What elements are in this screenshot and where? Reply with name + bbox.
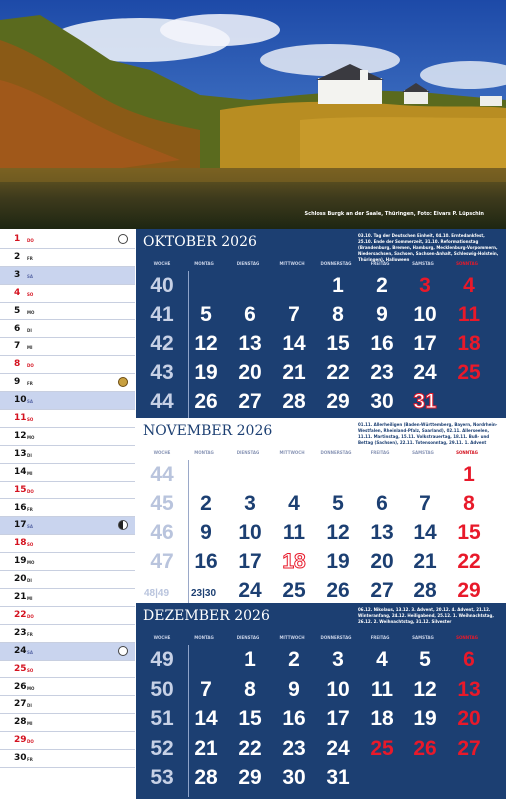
day-weekday: SO bbox=[27, 417, 34, 422]
calendar-day: 31 bbox=[413, 390, 437, 413]
calendar-day: 28 bbox=[194, 766, 218, 789]
day-weekday: SA bbox=[27, 524, 33, 530]
day-number: 9 bbox=[14, 377, 21, 388]
weekday-header: DIENSTAG bbox=[236, 635, 260, 640]
calendar-day: 26 bbox=[194, 390, 218, 413]
calendar-day: 6 bbox=[376, 492, 388, 515]
calendar-day: 7 bbox=[200, 677, 212, 701]
day-weekday: MO bbox=[27, 434, 35, 440]
weekday-header: WOCHE bbox=[153, 450, 171, 455]
day-number: 10 bbox=[14, 395, 27, 406]
day-weekday: DO bbox=[27, 613, 34, 619]
calendar-day: 13 bbox=[370, 521, 394, 544]
week-number: 47 bbox=[150, 550, 174, 573]
calendar-day: 16 bbox=[282, 707, 306, 730]
month-title: DEZEMBER 2026 bbox=[143, 608, 270, 624]
calendar-day: 14 bbox=[194, 707, 218, 730]
landscape-image bbox=[0, 0, 506, 229]
day-number: 23 bbox=[14, 627, 27, 638]
day-weekday: DI bbox=[27, 452, 32, 458]
calendar-day: 18 bbox=[457, 332, 481, 355]
month-panel-november bbox=[136, 418, 506, 603]
calendar-day: 18 bbox=[370, 707, 394, 730]
calendar-day: 24 bbox=[326, 736, 350, 760]
day-number: 22 bbox=[14, 609, 27, 620]
calendar-day: 27 bbox=[370, 579, 394, 602]
calendar-day: 15 bbox=[457, 521, 481, 544]
day-row bbox=[0, 553, 135, 571]
calendar-day: 5 bbox=[332, 492, 344, 515]
day-row bbox=[0, 500, 135, 518]
day-row bbox=[0, 482, 135, 500]
day-row bbox=[0, 428, 135, 446]
week-number: 49 bbox=[150, 648, 174, 671]
holiday-notes: 01.11. Allerheiligen (Baden-Württemberg, Bayern, Nordrhein-Westfalen, Rheinland-Pfalz, Saarland), 02.11. Allerseelen, 11.11. Martinstag, 15.11. Volkstrauertag, 18.11. Buß- und Bettag (Sachsen), 22.11. Totensonntag, 29.11. 1. Advent bbox=[358, 422, 498, 445]
month-panel-october bbox=[136, 229, 506, 418]
weekday-header: FREITAG bbox=[370, 635, 390, 640]
calendar-day: 27 bbox=[238, 390, 262, 413]
calendar-day: 1 bbox=[463, 463, 475, 486]
day-weekday: SA bbox=[27, 649, 33, 655]
calendar-day: 29 bbox=[238, 766, 262, 789]
day-row bbox=[0, 321, 135, 339]
weekday-header: WOCHE bbox=[153, 635, 171, 640]
day-number: 11 bbox=[14, 413, 27, 423]
calendar-day: 4 bbox=[288, 492, 300, 515]
calendar-day: 2 bbox=[200, 492, 212, 515]
weekday-header: SAMSTAG bbox=[412, 261, 434, 266]
day-row bbox=[0, 732, 135, 750]
calendar-day: 20 bbox=[238, 361, 262, 384]
day-row bbox=[0, 285, 135, 303]
day-weekday: MI bbox=[27, 345, 33, 351]
calendar-day: 13 bbox=[238, 332, 262, 355]
calendar-day: 19 bbox=[194, 361, 218, 384]
calendar-day: 31 bbox=[326, 766, 350, 789]
day-weekday: MI bbox=[27, 721, 33, 727]
calendar-day: 5 bbox=[419, 648, 431, 671]
week-number: 46 bbox=[150, 521, 174, 544]
day-row bbox=[0, 571, 135, 589]
week-number: 44 bbox=[150, 390, 174, 413]
day-number: 7 bbox=[14, 341, 21, 352]
moon-phase-full-icon bbox=[118, 377, 128, 387]
day-weekday: DI bbox=[27, 578, 32, 584]
calendar-day: 30 bbox=[370, 390, 394, 413]
day-weekday: MO bbox=[27, 560, 35, 566]
day-row bbox=[0, 607, 135, 625]
calendar-day: 8 bbox=[244, 677, 256, 701]
weekday-header: FREITAG bbox=[370, 450, 390, 455]
day-row bbox=[0, 643, 135, 661]
day-number: 2 bbox=[14, 251, 21, 262]
calendar-day: 17 bbox=[413, 332, 437, 355]
day-weekday: FR bbox=[27, 757, 33, 763]
day-number: 26 bbox=[14, 681, 27, 692]
week-number: 48|49 bbox=[144, 588, 170, 599]
day-weekday: DO bbox=[27, 488, 34, 494]
calendar-day: 26 bbox=[413, 736, 437, 760]
day-weekday: MI bbox=[27, 596, 33, 601]
calendar-day: 24 bbox=[238, 579, 262, 602]
header-photo bbox=[0, 0, 506, 229]
day-weekday: FR bbox=[27, 255, 33, 261]
calendar-day: 22 bbox=[326, 361, 350, 384]
day-weekday: DO bbox=[27, 739, 34, 745]
day-row bbox=[0, 392, 135, 410]
calendar-day: 5 bbox=[200, 303, 212, 326]
weekday-header: DONNERSTAG bbox=[320, 261, 352, 266]
calendar-day: 15 bbox=[326, 332, 350, 355]
week-number: 50 bbox=[150, 677, 174, 701]
day-weekday: MI bbox=[27, 470, 33, 476]
calendar-day: 11 bbox=[282, 521, 306, 544]
weekday-header: MONTAG bbox=[194, 261, 214, 266]
calendar-day: 19 bbox=[413, 707, 437, 730]
day-number: 18 bbox=[14, 538, 27, 549]
week-number: 41 bbox=[150, 303, 174, 326]
day-weekday: SO bbox=[27, 291, 34, 297]
calendar-day: 28 bbox=[282, 390, 306, 413]
day-row bbox=[0, 249, 135, 267]
day-row bbox=[0, 267, 135, 285]
calendar-day: 22 bbox=[238, 736, 262, 760]
weekday-header: SONNTAG bbox=[456, 261, 478, 266]
calendar-day: 14 bbox=[413, 521, 437, 544]
day-number: 15 bbox=[14, 484, 27, 495]
calendar-day: 12 bbox=[413, 677, 437, 701]
day-number: 29 bbox=[14, 735, 27, 746]
weekday-header: DONNERSTAG bbox=[320, 635, 352, 640]
day-weekday: FR bbox=[27, 506, 33, 512]
day-number: 5 bbox=[14, 305, 21, 316]
calendar-day: 21 bbox=[413, 550, 437, 573]
day-row bbox=[0, 446, 135, 464]
weekday-header: DIENSTAG bbox=[236, 261, 260, 266]
day-weekday: SA bbox=[27, 273, 33, 279]
day-row bbox=[0, 714, 135, 732]
calendar-day: 14 bbox=[282, 332, 306, 355]
week-number: 53 bbox=[150, 766, 174, 789]
weekday-header: DIENSTAG bbox=[236, 450, 260, 455]
calendar-day: 27 bbox=[457, 736, 481, 760]
calendar-day: 20 bbox=[457, 707, 481, 730]
day-weekday: SO bbox=[27, 542, 34, 548]
calendar-day: 4 bbox=[376, 648, 388, 671]
calendar-day: 10 bbox=[238, 521, 262, 544]
calendar-day: 16 bbox=[370, 332, 394, 355]
day-number: 20 bbox=[14, 574, 27, 585]
day-row bbox=[0, 696, 135, 714]
calendar-day: 3 bbox=[419, 274, 431, 297]
day-row bbox=[0, 464, 135, 482]
calendar-day: 1 bbox=[244, 648, 256, 671]
photo-caption: Schloss Burgk an der Saale, Thüringen, Foto: Eivars P. Lüpschin bbox=[304, 211, 484, 217]
day-row bbox=[0, 231, 135, 249]
day-row bbox=[0, 356, 135, 374]
calendar-day: 23|30 bbox=[191, 588, 217, 599]
calendar-day: 29 bbox=[326, 390, 350, 413]
week-number: 51 bbox=[150, 707, 174, 730]
month-title: OKTOBER 2026 bbox=[143, 234, 257, 250]
day-weekday: FR bbox=[27, 631, 33, 637]
calendar-day: 1 bbox=[332, 274, 344, 297]
week-number: 44 bbox=[150, 463, 174, 486]
holiday-notes: 06.12. Nikolaus, 13.12. 3. Advent, 20.12. 4. Advent, 21.12. Winteranfang, 24.12. Heiligabend, 25.12. 1. Weihnachtstag, 26.12. 2. Weihnachtstag, 31.12. Silvester bbox=[358, 607, 494, 624]
weekday-header: MITTWOCH bbox=[279, 261, 305, 266]
weekday-header: SONNTAG bbox=[456, 450, 478, 455]
calendar-day: 2 bbox=[376, 274, 388, 297]
calendar-day: 4 bbox=[463, 274, 475, 297]
calendar-day: 18 bbox=[282, 550, 306, 573]
calendar-day: 16 bbox=[194, 550, 218, 573]
day-number: 27 bbox=[14, 699, 27, 710]
calendar-day: 6 bbox=[244, 303, 256, 326]
day-number: 17 bbox=[14, 520, 27, 531]
day-number: 25 bbox=[14, 663, 27, 674]
day-number: 8 bbox=[14, 359, 21, 370]
calendar-day: 7 bbox=[419, 492, 431, 515]
day-weekday: FR bbox=[27, 381, 33, 387]
day-strip bbox=[0, 229, 135, 799]
day-row bbox=[0, 338, 135, 356]
weekday-header: SAMSTAG bbox=[412, 635, 434, 640]
day-row bbox=[0, 535, 135, 553]
day-weekday: DI bbox=[27, 703, 32, 709]
day-row bbox=[0, 625, 135, 643]
weekday-header: MONTAG bbox=[194, 635, 214, 640]
calendar-day: 21 bbox=[282, 361, 306, 384]
calendar-day: 13 bbox=[457, 677, 481, 701]
weekday-header: MITTWOCH bbox=[279, 635, 305, 640]
calendar-day: 9 bbox=[288, 677, 300, 701]
week-number: 42 bbox=[150, 332, 174, 355]
month-title: NOVEMBER 2026 bbox=[143, 423, 273, 439]
weekday-header: FREITAG bbox=[370, 261, 390, 266]
weekday-header: SONNTAG bbox=[456, 635, 478, 640]
week-number: 43 bbox=[150, 361, 174, 384]
day-row bbox=[0, 374, 135, 392]
calendar-day: 25 bbox=[282, 579, 306, 602]
calendar-day: 8 bbox=[332, 303, 344, 326]
calendar-day: 17 bbox=[238, 550, 262, 573]
calendar-day: 8 bbox=[463, 492, 475, 515]
day-weekday: MO bbox=[27, 309, 35, 315]
calendar-day: 2 bbox=[288, 648, 300, 671]
calendar-day: 25 bbox=[370, 736, 394, 760]
weekday-header: DONNERSTAG bbox=[320, 450, 352, 455]
calendar-day: 3 bbox=[244, 492, 256, 515]
calendar-day: 11 bbox=[370, 677, 394, 701]
holiday-notes: 03.10. Tag der Deutschen Einheit, 04.10. Erntedankfest, 25.10. Ende der Sommerzeit, 31.10. Reformationstag (Brandenburg, Bremen, Hamburg, Mecklenburg-Vorpommern, Niedersachsen, Sachsen, Sachsen-Anhalt, Schleswig-Holstein, Thüringen), Halloween bbox=[358, 233, 499, 262]
day-number: 19 bbox=[14, 556, 27, 567]
day-number: 21 bbox=[14, 592, 27, 602]
calendar-day: 3 bbox=[332, 648, 344, 671]
day-number: 14 bbox=[14, 466, 27, 477]
calendar-day: 25 bbox=[457, 361, 481, 384]
day-number: 12 bbox=[14, 430, 27, 441]
day-row bbox=[0, 750, 135, 768]
calendar-day: 21 bbox=[194, 736, 218, 760]
day-number: 4 bbox=[14, 287, 21, 298]
day-weekday: DO bbox=[27, 363, 34, 369]
calendar-day: 7 bbox=[288, 303, 300, 326]
day-number: 30 bbox=[14, 753, 27, 764]
calendar-day: 10 bbox=[413, 303, 437, 326]
calendar-day: 15 bbox=[238, 707, 262, 730]
week-number: 45 bbox=[150, 492, 174, 515]
calendar-day: 30 bbox=[282, 766, 306, 789]
calendar-day: 28 bbox=[413, 579, 437, 602]
day-number: 13 bbox=[14, 448, 27, 459]
day-weekday: DO bbox=[27, 238, 34, 243]
day-number: 24 bbox=[14, 645, 27, 656]
calendar-day: 9 bbox=[200, 521, 212, 544]
day-number: 1 bbox=[14, 234, 21, 244]
calendar-day: 10 bbox=[326, 677, 350, 701]
day-row bbox=[0, 303, 135, 321]
calendar-day: 9 bbox=[376, 303, 388, 326]
day-number: 28 bbox=[14, 717, 27, 728]
calendar-day: 17 bbox=[326, 707, 350, 730]
weekday-header: SAMSTAG bbox=[412, 450, 434, 455]
calendar-day: 12 bbox=[194, 332, 218, 355]
day-number: 3 bbox=[14, 269, 21, 280]
moon-phase-new-icon bbox=[118, 234, 128, 244]
calendar-day: 23 bbox=[282, 736, 306, 760]
calendar-day: 6 bbox=[463, 648, 475, 671]
month-panel-december bbox=[136, 603, 506, 799]
week-number: 52 bbox=[150, 736, 174, 760]
day-weekday: SO bbox=[27, 667, 34, 673]
calendar-day: 19 bbox=[326, 550, 350, 573]
day-number: 16 bbox=[14, 502, 27, 513]
day-row bbox=[0, 661, 135, 679]
day-row bbox=[0, 679, 135, 697]
weekday-header: WOCHE bbox=[153, 261, 171, 266]
day-row bbox=[0, 410, 135, 428]
calendar-day: 29 bbox=[457, 579, 481, 602]
week-number: 40 bbox=[150, 274, 174, 297]
calendar-day: 12 bbox=[326, 521, 350, 544]
calendar-day: 11 bbox=[457, 303, 481, 326]
calendar-day: 22 bbox=[457, 550, 481, 573]
day-row bbox=[0, 589, 135, 607]
calendar-day: 20 bbox=[370, 550, 394, 573]
day-weekday: DI bbox=[27, 327, 32, 333]
calendar-day: 23 bbox=[370, 361, 394, 384]
day-number: 6 bbox=[14, 323, 21, 334]
day-weekday: SA bbox=[27, 399, 33, 405]
day-weekday: MO bbox=[27, 685, 35, 691]
weekday-header: MONTAG bbox=[194, 450, 214, 455]
calendar-day: 24 bbox=[413, 361, 437, 384]
calendar-day: 26 bbox=[326, 579, 350, 602]
moon-phase-new-icon bbox=[118, 646, 128, 656]
moon-phase-half-icon bbox=[118, 520, 128, 530]
day-row bbox=[0, 517, 135, 535]
weekday-header: MITTWOCH bbox=[279, 450, 305, 455]
